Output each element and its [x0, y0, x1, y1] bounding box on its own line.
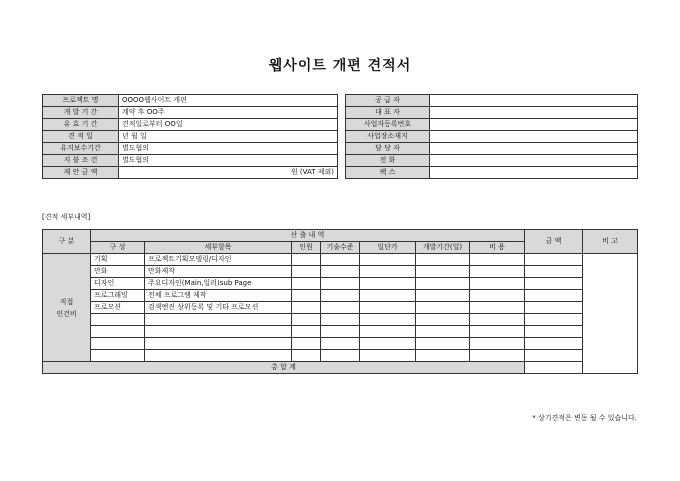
row-item: 만화제작: [145, 266, 292, 278]
supplier-info-row: [346, 143, 638, 155]
table-row: [43, 350, 638, 362]
row-component: 기획: [91, 254, 145, 266]
row-cell: [470, 326, 525, 338]
section-label: [견적 세부내역]: [42, 213, 91, 221]
project-info-value: 견적일로부터 OO일: [119, 119, 338, 131]
project-info-value: 원 (VAT 제외): [119, 167, 338, 179]
sub-header: 구 성: [91, 242, 145, 254]
row-cell: [470, 290, 525, 302]
row-cell: [292, 254, 321, 266]
supplier-info-label: 사업장소재지: [346, 131, 430, 143]
sub-header: 인원: [292, 242, 321, 254]
sub-header: 기술수준: [321, 242, 360, 254]
supplier-info-table: [345, 94, 638, 179]
sub-header: 비 용: [470, 242, 525, 254]
header-note: 비 고: [583, 230, 638, 254]
table-row: [43, 314, 638, 326]
project-info-row: [43, 131, 338, 143]
row-amount: [525, 314, 583, 326]
project-info-table: [42, 94, 338, 179]
row-cell: [360, 314, 416, 326]
row-cell: [416, 338, 470, 350]
table-row: [43, 338, 638, 350]
note-cell: [583, 254, 638, 374]
row-component: [91, 326, 145, 338]
row-item: [145, 338, 292, 350]
row-cell: [470, 254, 525, 266]
supplier-info-label: 사업자등록번호: [346, 119, 430, 131]
row-item: 주요디자인(Main,일러)sub Page: [145, 278, 292, 290]
sub-header: 일단가: [360, 242, 416, 254]
total-amount: [525, 362, 583, 374]
supplier-info-row: [346, 119, 638, 131]
total-label: 총 합 계: [43, 362, 525, 374]
header-calc: 산 출 내 역: [91, 230, 525, 242]
row-cell: [321, 338, 360, 350]
row-cell: [292, 278, 321, 290]
row-cell: [470, 350, 525, 362]
project-info-row: [43, 143, 338, 155]
group-label: 직접 인건비: [43, 254, 91, 362]
row-cell: [470, 266, 525, 278]
project-info-row: [43, 95, 338, 107]
supplier-info-label: 담 당 자: [346, 143, 430, 155]
row-cell: [416, 290, 470, 302]
supplier-info-label: 대 표 자: [346, 107, 430, 119]
supplier-info-label: 공 급 자: [346, 95, 430, 107]
row-amount: [525, 290, 583, 302]
row-cell: [321, 278, 360, 290]
header-amount: 금 액: [525, 230, 583, 254]
project-info-row: [43, 155, 338, 167]
row-component: 프로그래밍: [91, 290, 145, 302]
footnote: * 상기견적은 변동 될 수 있습니다.: [532, 414, 637, 422]
row-amount: [525, 338, 583, 350]
sub-header: 개발기간(일): [416, 242, 470, 254]
project-info-label: 개 발 기 간: [43, 107, 119, 119]
row-cell: [292, 266, 321, 278]
row-cell: [321, 302, 360, 314]
row-cell: [360, 326, 416, 338]
row-amount: [525, 278, 583, 290]
row-item: [145, 350, 292, 362]
row-cell: [292, 326, 321, 338]
project-info-value: 별도협의: [119, 155, 338, 167]
row-cell: [292, 290, 321, 302]
row-item: 프로젝트기획모델링/디자인: [145, 254, 292, 266]
project-info-row: [43, 119, 338, 131]
header-category: 구 분: [43, 230, 91, 254]
supplier-info-row: [346, 131, 638, 143]
row-amount: [525, 302, 583, 314]
row-cell: [321, 290, 360, 302]
project-info-row: [43, 167, 338, 179]
supplier-info-value: [430, 167, 638, 179]
row-cell: [416, 278, 470, 290]
project-info-row: [43, 107, 338, 119]
row-cell: [360, 290, 416, 302]
document-title: 웹사이트 개편 견적서: [268, 58, 412, 74]
supplier-info-label: 전 화: [346, 155, 430, 167]
row-component: 만화: [91, 266, 145, 278]
total-row: [43, 362, 638, 374]
supplier-info-value: [430, 155, 638, 167]
table-row: [43, 302, 638, 314]
row-component: 프로모션: [91, 302, 145, 314]
supplier-info-label: 팩 스: [346, 167, 430, 179]
row-cell: [470, 338, 525, 350]
row-component: [91, 338, 145, 350]
supplier-info-row: [346, 95, 638, 107]
table-row: [43, 290, 638, 302]
row-cell: [321, 350, 360, 362]
row-amount: [525, 350, 583, 362]
row-amount: [525, 254, 583, 266]
row-cell: [416, 350, 470, 362]
supplier-info-value: [430, 107, 638, 119]
project-info-label: 프로젝트 명: [43, 95, 119, 107]
project-info-value: OOOO웹사이트 개편: [119, 95, 338, 107]
row-component: 디자인: [91, 278, 145, 290]
row-cell: [416, 314, 470, 326]
supplier-info-row: [346, 107, 638, 119]
row-component: [91, 314, 145, 326]
project-info-value: 년 월 일: [119, 131, 338, 143]
row-item: [145, 326, 292, 338]
table-row: [43, 254, 638, 266]
project-info-label: 유지보수기간: [43, 143, 119, 155]
project-info-label: 지 불 조 건: [43, 155, 119, 167]
row-cell: [321, 254, 360, 266]
row-cell: [416, 254, 470, 266]
row-cell: [470, 302, 525, 314]
estimate-detail-table: [42, 229, 638, 374]
row-component: [91, 350, 145, 362]
row-cell: [470, 314, 525, 326]
row-cell: [360, 278, 416, 290]
row-cell: [292, 350, 321, 362]
table-row: [43, 278, 638, 290]
row-cell: [416, 326, 470, 338]
table-row: [43, 266, 638, 278]
row-cell: [416, 302, 470, 314]
row-amount: [525, 326, 583, 338]
row-item: 전체 프로그램 제작: [145, 290, 292, 302]
row-cell: [321, 326, 360, 338]
supplier-info-value: [430, 143, 638, 155]
project-info-label: 견 적 일: [43, 131, 119, 143]
project-info-value: 계약 후 OO주: [119, 107, 338, 119]
supplier-info-value: [430, 95, 638, 107]
row-cell: [292, 338, 321, 350]
project-info-label: 제 안 금 액: [43, 167, 119, 179]
row-cell: [360, 266, 416, 278]
row-cell: [292, 302, 321, 314]
sub-header: 세부항목: [145, 242, 292, 254]
row-item: [145, 314, 292, 326]
supplier-info-value: [430, 119, 638, 131]
table-row: [43, 326, 638, 338]
row-item: 검색엔진 상위등록 및 기타 프로모션: [145, 302, 292, 314]
row-cell: [321, 266, 360, 278]
row-amount: [525, 266, 583, 278]
row-cell: [470, 278, 525, 290]
row-cell: [360, 338, 416, 350]
supplier-info-value: [430, 131, 638, 143]
row-cell: [292, 314, 321, 326]
supplier-info-row: [346, 155, 638, 167]
row-cell: [360, 350, 416, 362]
row-cell: [360, 254, 416, 266]
row-cell: [321, 314, 360, 326]
project-info-value: 별도협의: [119, 143, 338, 155]
row-cell: [360, 302, 416, 314]
supplier-info-row: [346, 167, 638, 179]
row-cell: [416, 266, 470, 278]
project-info-label: 유 효 기 간: [43, 119, 119, 131]
